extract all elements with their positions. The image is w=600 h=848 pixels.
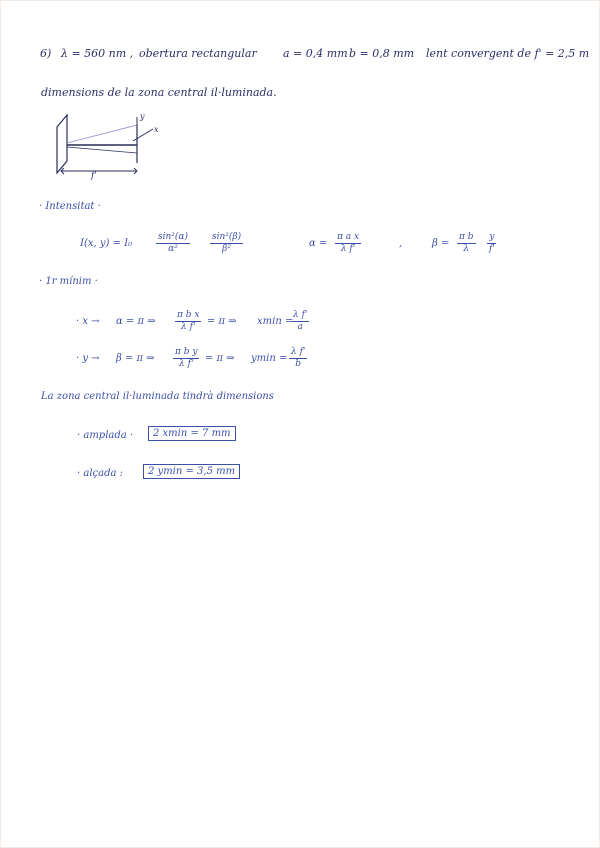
fraction-min-x — [175, 310, 201, 333]
sketch-focal-label: f' — [91, 171, 97, 181]
aperture-b: b = 0,8 mm — [349, 47, 415, 60]
fraction-alpha-term — [156, 232, 190, 255]
fraction-beta-def-2 — [487, 232, 497, 255]
section-first-min: · 1r mínim · — [39, 276, 98, 287]
beta-def-den1: λ — [463, 244, 470, 254]
lens-focal: lent convergent de f' = 2,5 m — [426, 47, 590, 60]
min-y-den: λ f' — [179, 359, 194, 369]
fraction-xmin — [291, 310, 309, 333]
section-intensity: · Intensitat · — [39, 201, 101, 212]
width-label: · amplada · — [77, 430, 134, 441]
fraction-min-y — [173, 347, 199, 370]
task-text: dimensions de la zona central il·luminada. — [41, 86, 277, 99]
wavelength: λ = 560 nm , — [61, 47, 134, 60]
height-result-box: 2 ymin = 3,5 mm — [143, 464, 240, 479]
min-y-step1: β = π ⇒ — [116, 353, 155, 364]
min-x-lead: · x → — [76, 316, 100, 327]
problem-number: 6) — [40, 47, 52, 60]
min-x-step2: = π ⇒ — [207, 316, 237, 327]
sketch-x-label: x — [154, 125, 159, 134]
sketch-y-label: y — [140, 112, 145, 121]
fraction-alpha-def — [335, 232, 361, 255]
beta-term-num: sin²(β) — [212, 232, 242, 242]
min-x-step1: α = π ⇒ — [116, 316, 156, 327]
fraction-beta-def-1 — [457, 232, 476, 255]
min-x-num: π b x — [177, 310, 200, 320]
alpha-term-den: α² — [168, 244, 178, 254]
min-x-result-lhs: xmin = — [257, 316, 294, 327]
intensity-lhs: I(x, y) = I₀ — [80, 238, 133, 249]
beta-def-den2: f' — [489, 244, 495, 254]
width-result-box: 2 xmin = 7 mm — [148, 426, 236, 441]
min-x-den: λ f' — [181, 322, 196, 332]
min-y-num: π b y — [175, 347, 198, 357]
x-axis — [133, 129, 153, 141]
alpha-lhs: α = — [309, 238, 328, 249]
min-y-result-lhs: ymin = — [251, 353, 288, 364]
ray-upper — [67, 125, 137, 143]
alpha-def-num: π a x — [337, 232, 360, 242]
aperture-type: obertura rectangular — [139, 47, 257, 60]
aperture-plane — [57, 115, 67, 173]
aperture-a: a = 0,4 mm — [283, 47, 348, 60]
alpha-def-den: λ f' — [340, 244, 356, 254]
height-label: · alçada : — [77, 468, 123, 479]
beta-def-num1: π b — [459, 232, 474, 242]
lens-screen-sketch — [41, 111, 171, 183]
alpha-term-num: sin²(α) — [158, 232, 189, 242]
min-y-lead: · y → — [76, 353, 100, 364]
ymin-num: λ f' — [291, 347, 306, 357]
conclusion-text: La zona central il·luminada tindrà dimensions — [41, 391, 274, 402]
ymin-den: b — [295, 359, 302, 369]
separator-comma: , — [399, 238, 403, 249]
beta-lhs: β = — [432, 238, 450, 249]
xmin-den: a — [297, 322, 303, 332]
fraction-beta-term — [210, 232, 243, 255]
beta-def-num2: y — [489, 232, 495, 242]
fraction-ymin — [289, 347, 307, 370]
ray-lower — [67, 147, 137, 153]
min-y-step2: = π ⇒ — [205, 353, 235, 364]
beta-term-den: β² — [222, 244, 231, 254]
xmin-num: λ f' — [293, 310, 308, 320]
